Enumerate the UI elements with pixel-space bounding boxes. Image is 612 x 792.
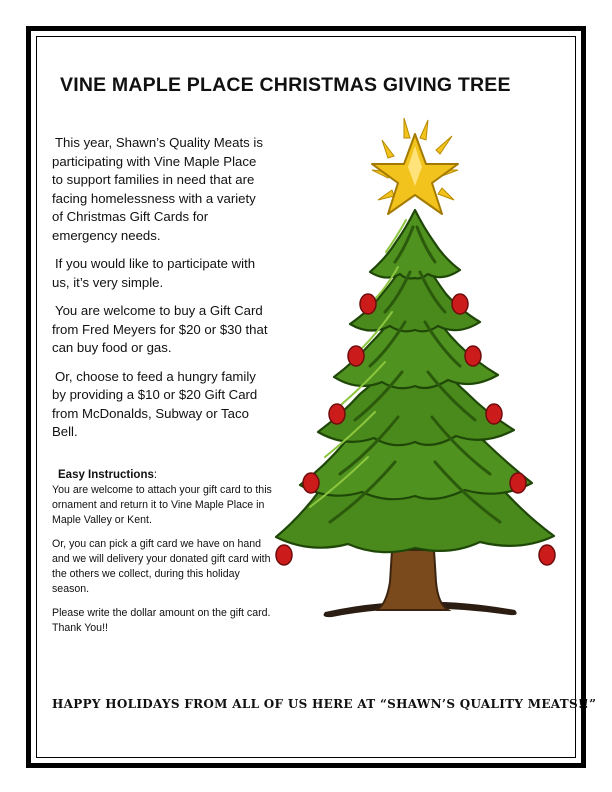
ornament [303,473,319,493]
ornament [465,346,481,366]
ornament [539,545,555,565]
instructions-paragraph-pick: Or, you can pick a gift card we have on hand and we will delivery your donated gift card with the others we collect, during this holiday season. [52,538,271,595]
intro-paragraph-participation: This year, Shawn’s Quality Meats is participating with Vine Maple Place to support families in need that are facing homelessness with a variety of Christmas Gift Cards for emergency needs. [52,135,263,243]
christmas-tree-illustration [270,112,560,632]
ornament [348,346,364,366]
tree-trunk [376,550,448,610]
ornament [510,473,526,493]
holiday-footer: HAPPY HOLIDAYS FROM ALL OF US HERE AT “SHAWN’S QUALITY MEATS!!” [52,697,597,711]
ornament [452,294,468,314]
instructions-heading [52,468,274,483]
intro-paragraph-fred-meyers: You are welcome to buy a Gift Card from Fred Meyers for $20 or $30 that can buy food or gas. [52,303,268,355]
easy-instructions [52,468,274,645]
intro-paragraph-hungry-family: Or, choose to feed a hungry family by providing a $10 or $20 Gift Card from McDonalds, Subway or Taco Bell. [52,368,258,439]
instructions-heading-colon: : [153,469,158,481]
intro-paragraph-simple: If you would like to participate with us, it’s very simple. [52,256,256,290]
ornament [360,294,376,314]
instructions-paragraph-attach: You are welcome to attach your gift card to this ornament and return it to Vine Maple Place in Maple Valley or Kent. [52,484,272,526]
ornament [276,545,292,565]
instructions-heading-label: Easy Instructions [58,469,154,481]
instructions-paragraph-amount: Please write the dollar amount on the gift card. Thank You!! [52,607,271,634]
page-title: VINE MAPLE PLACE CHRISTMAS GIVING TREE [60,74,511,96]
ornament [486,404,502,424]
intro-text [52,134,268,452]
ornament [329,404,345,424]
